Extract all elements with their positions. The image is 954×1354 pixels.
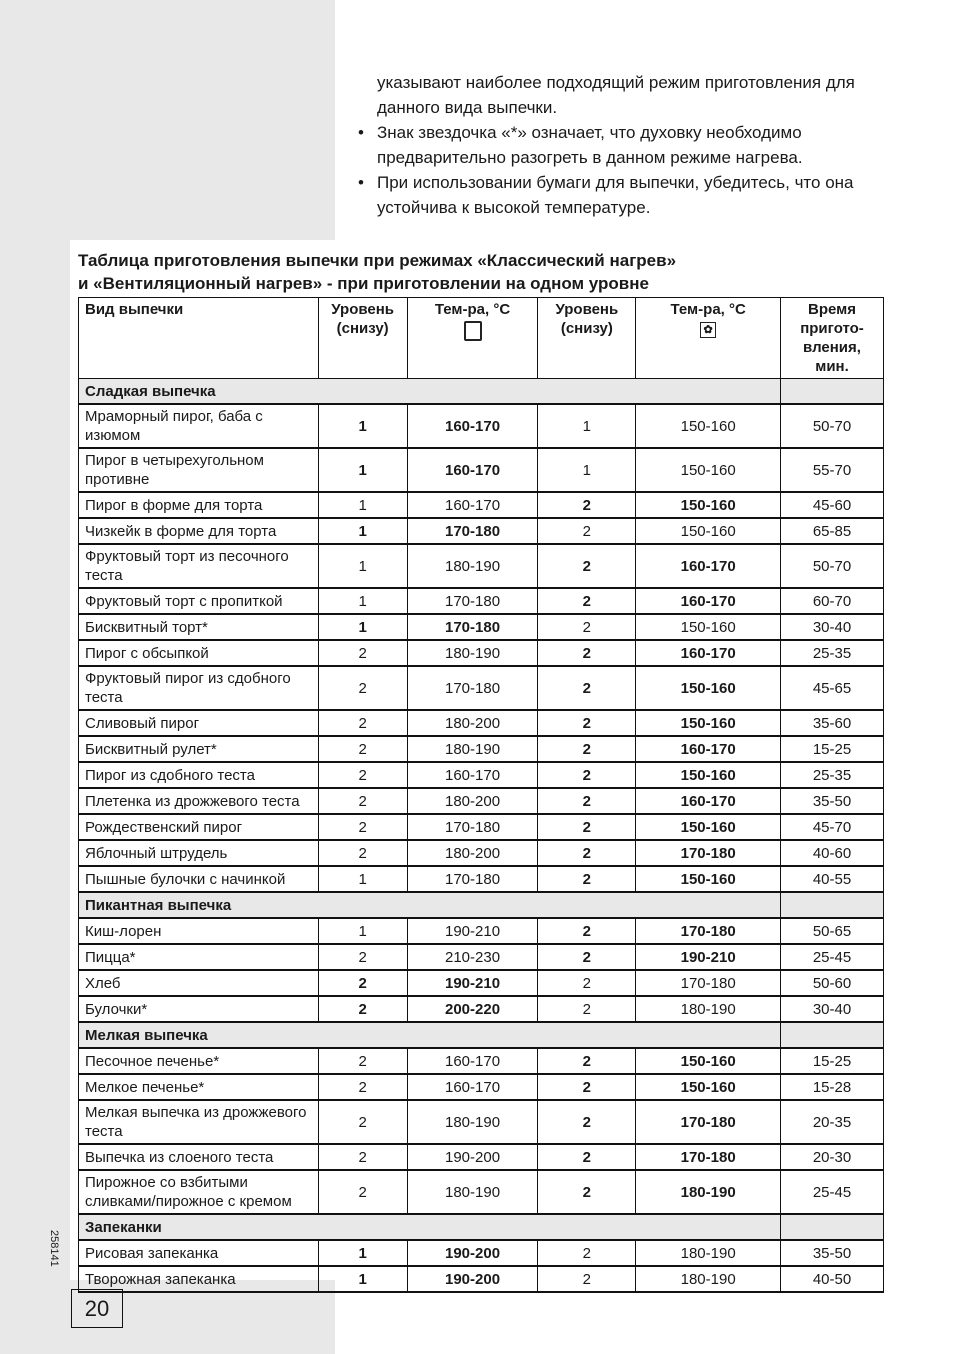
- cell-level-fan: 2: [538, 970, 636, 996]
- table-row: [79, 404, 884, 448]
- cell-level-classic: 2: [318, 736, 407, 762]
- intro-text: [358, 70, 918, 220]
- cell-level-fan: 2: [538, 840, 636, 866]
- table-row: [79, 448, 884, 492]
- cell-temp-classic: 160-170: [407, 492, 538, 518]
- cell-name: Песочное печенье*: [79, 1048, 319, 1074]
- cell-name: Пирог в форме для торта: [79, 492, 319, 518]
- cell-temp-fan: 150-160: [636, 614, 781, 640]
- section-empty-cell: [781, 379, 884, 405]
- table-title: [78, 249, 676, 295]
- table-row: [79, 518, 884, 544]
- title-line-2: и «Вентиляционный нагрев» - при приготовлении на одном уровне: [78, 274, 649, 293]
- cell-time: 15-25: [781, 1048, 884, 1074]
- cell-name: Пирог в четырехугольном противне: [79, 448, 319, 492]
- cell-level-classic: 2: [318, 1074, 407, 1100]
- cell-temp-fan: 180-190: [636, 1170, 781, 1214]
- cell-temp-classic: 170-180: [407, 614, 538, 640]
- cell-temp-fan: 160-170: [636, 640, 781, 666]
- cell-level-fan: 2: [538, 518, 636, 544]
- cell-name: Мелкое печенье*: [79, 1074, 319, 1100]
- cell-temp-classic: 170-180: [407, 666, 538, 710]
- cell-level-classic: 2: [318, 1100, 407, 1144]
- cell-level-classic: 1: [318, 404, 407, 448]
- cell-level-classic: 1: [318, 866, 407, 892]
- cell-level-classic: 1: [318, 544, 407, 588]
- cell-level-fan: 2: [538, 1100, 636, 1144]
- cell-name: Мелкая выпечка из дрожжевого теста: [79, 1100, 319, 1144]
- cell-temp-fan: 180-190: [636, 1240, 781, 1266]
- cell-level-classic: 2: [318, 970, 407, 996]
- cell-temp-fan: 150-160: [636, 492, 781, 518]
- header-level-classic: Уровень (снизу): [318, 298, 407, 379]
- cell-time: 25-35: [781, 640, 884, 666]
- table-row: [79, 762, 884, 788]
- cell-temp-classic: 170-180: [407, 588, 538, 614]
- cell-temp-fan: 190-210: [636, 944, 781, 970]
- section-row: [79, 379, 884, 405]
- cell-temp-classic: 190-210: [407, 918, 538, 944]
- cell-temp-classic: 160-170: [407, 1048, 538, 1074]
- cell-time: 35-60: [781, 710, 884, 736]
- table-row: [79, 1170, 884, 1214]
- cell-level-classic: 1: [318, 1266, 407, 1292]
- cell-level-fan: 1: [538, 448, 636, 492]
- cell-temp-fan: 160-170: [636, 788, 781, 814]
- cell-temp-fan: 170-180: [636, 840, 781, 866]
- table-row: [79, 944, 884, 970]
- cell-level-classic: 1: [318, 518, 407, 544]
- cell-temp-classic: 160-170: [407, 762, 538, 788]
- cell-level-fan: 2: [538, 492, 636, 518]
- cell-temp-classic: 190-200: [407, 1266, 538, 1292]
- cell-level-fan: 2: [538, 1144, 636, 1170]
- table-row: [79, 492, 884, 518]
- cell-level-fan: 2: [538, 788, 636, 814]
- cell-time: 40-60: [781, 840, 884, 866]
- cell-time: 20-30: [781, 1144, 884, 1170]
- cell-time: 25-35: [781, 762, 884, 788]
- cell-level-fan: 1: [538, 404, 636, 448]
- cell-time: 15-28: [781, 1074, 884, 1100]
- cell-temp-fan: 150-160: [636, 762, 781, 788]
- header-row: [79, 298, 884, 379]
- cell-temp-fan: 150-160: [636, 1074, 781, 1100]
- cell-time: 50-65: [781, 918, 884, 944]
- table-row: [79, 1266, 884, 1292]
- cell-level-fan: 2: [538, 666, 636, 710]
- cell-temp-classic: 180-190: [407, 544, 538, 588]
- cell-level-fan: 2: [538, 918, 636, 944]
- cell-temp-classic: 170-180: [407, 518, 538, 544]
- cell-temp-classic: 180-190: [407, 736, 538, 762]
- table-row: [79, 544, 884, 588]
- cell-time: 45-60: [781, 492, 884, 518]
- section-title: Пикантная выпечка: [79, 892, 781, 918]
- cell-name: Сливовый пирог: [79, 710, 319, 736]
- section-empty-cell: [781, 1022, 884, 1048]
- cell-name: Пирог из сдобного теста: [79, 762, 319, 788]
- cell-level-fan: 2: [538, 814, 636, 840]
- cell-temp-classic: 190-210: [407, 970, 538, 996]
- cell-temp-fan: 150-160: [636, 448, 781, 492]
- cell-temp-classic: 180-200: [407, 840, 538, 866]
- cell-level-classic: 2: [318, 996, 407, 1022]
- header-temp-fan: [636, 298, 781, 379]
- cell-temp-fan: 150-160: [636, 866, 781, 892]
- cell-level-classic: 2: [318, 944, 407, 970]
- cell-name: Киш-лорен: [79, 918, 319, 944]
- cell-time: 50-70: [781, 544, 884, 588]
- cell-temp-fan: 170-180: [636, 918, 781, 944]
- cell-level-classic: 2: [318, 1144, 407, 1170]
- bullet-preheat: • Знак звездочка «*» означает, что духовку необходимо предварительно разогреть в данном режиме нагрева.: [358, 120, 918, 170]
- cell-temp-classic: 180-200: [407, 710, 538, 736]
- cell-temp-fan: 170-180: [636, 1144, 781, 1170]
- cell-name: Булочки*: [79, 996, 319, 1022]
- cell-level-classic: 2: [318, 814, 407, 840]
- cell-level-classic: 2: [318, 640, 407, 666]
- section-title: Мелкая выпечка: [79, 1022, 781, 1048]
- table-row: [79, 970, 884, 996]
- page-number: 20: [71, 1289, 123, 1328]
- cell-name: Фруктовый торт с пропиткой: [79, 588, 319, 614]
- cell-temp-classic: 170-180: [407, 814, 538, 840]
- cell-time: 40-50: [781, 1266, 884, 1292]
- top-bottom-heat-icon: [464, 321, 482, 341]
- cell-temp-classic: 190-200: [407, 1240, 538, 1266]
- cell-temp-fan: 160-170: [636, 736, 781, 762]
- cell-temp-classic: 210-230: [407, 944, 538, 970]
- cell-level-fan: 2: [538, 866, 636, 892]
- cell-level-fan: 2: [538, 710, 636, 736]
- cell-level-fan: 2: [538, 736, 636, 762]
- cell-level-classic: 1: [318, 492, 407, 518]
- cell-name: Пышные булочки с начинкой: [79, 866, 319, 892]
- cell-level-fan: 2: [538, 1170, 636, 1214]
- table-row: [79, 814, 884, 840]
- cell-time: 50-60: [781, 970, 884, 996]
- cell-name: Пирог с обсыпкой: [79, 640, 319, 666]
- cell-name: Яблочный штрудель: [79, 840, 319, 866]
- intro-line: указывают наиболее подходящий режим приготовления для данного вида выпечки.: [377, 73, 855, 117]
- cell-time: 45-70: [781, 814, 884, 840]
- cell-time: 40-55: [781, 866, 884, 892]
- cell-level-fan: 2: [538, 996, 636, 1022]
- cell-name: Творожная запеканка: [79, 1266, 319, 1292]
- cell-level-classic: 1: [318, 448, 407, 492]
- table-row: [79, 918, 884, 944]
- cell-temp-classic: 200-220: [407, 996, 538, 1022]
- cell-level-fan: 2: [538, 762, 636, 788]
- cell-temp-fan: 160-170: [636, 544, 781, 588]
- header-level-fan: Уровень (снизу): [538, 298, 636, 379]
- cell-temp-classic: 180-200: [407, 788, 538, 814]
- cell-level-classic: 2: [318, 710, 407, 736]
- table-row: [79, 788, 884, 814]
- section-row: [79, 892, 884, 918]
- cell-temp-classic: 190-200: [407, 1144, 538, 1170]
- cell-time: 30-40: [781, 614, 884, 640]
- table-row: [79, 1074, 884, 1100]
- cell-temp-fan: 150-160: [636, 518, 781, 544]
- cell-level-classic: 2: [318, 762, 407, 788]
- section-row: [79, 1022, 884, 1048]
- cell-temp-fan: 150-160: [636, 710, 781, 736]
- cell-time: 50-70: [781, 404, 884, 448]
- cell-level-fan: 2: [538, 640, 636, 666]
- table-row: [79, 736, 884, 762]
- cell-name: Фруктовый пирог из сдобного теста: [79, 666, 319, 710]
- cell-name: Рисовая запеканка: [79, 1240, 319, 1266]
- gray-margin-left: [0, 0, 70, 1354]
- header-temp-label: Тем-ра, °C: [434, 301, 511, 318]
- cell-level-classic: 2: [318, 1048, 407, 1074]
- cell-temp-classic: 160-170: [407, 404, 538, 448]
- table-row: [79, 1100, 884, 1144]
- cell-level-fan: 2: [538, 614, 636, 640]
- cell-level-classic: 1: [318, 614, 407, 640]
- cell-temp-fan: 150-160: [636, 814, 781, 840]
- section-title: Запеканки: [79, 1214, 781, 1240]
- table-row: [79, 1240, 884, 1266]
- cell-name: Бисквитный рулет*: [79, 736, 319, 762]
- cell-time: 55-70: [781, 448, 884, 492]
- title-line-1: Таблица приготовления выпечки при режимах «Классический нагрев»: [78, 251, 677, 270]
- cell-level-classic: 2: [318, 1170, 407, 1214]
- cell-temp-fan: 170-180: [636, 1100, 781, 1144]
- cell-temp-fan: 150-160: [636, 666, 781, 710]
- table-row: [79, 866, 884, 892]
- section-row: [79, 1214, 884, 1240]
- cell-temp-classic: 160-170: [407, 448, 538, 492]
- section-title: Сладкая выпечка: [79, 379, 781, 405]
- cell-time: 65-85: [781, 518, 884, 544]
- cell-level-fan: 2: [538, 544, 636, 588]
- section-empty-cell: [781, 892, 884, 918]
- table-row: [79, 1144, 884, 1170]
- table-row: [79, 666, 884, 710]
- table-row: [79, 588, 884, 614]
- cell-level-fan: 2: [538, 588, 636, 614]
- document-code: 258141: [48, 1230, 60, 1267]
- cell-temp-classic: 170-180: [407, 866, 538, 892]
- cell-time: 60-70: [781, 588, 884, 614]
- cell-temp-fan: 170-180: [636, 970, 781, 996]
- cell-level-fan: 2: [538, 1240, 636, 1266]
- cell-time: 15-25: [781, 736, 884, 762]
- table-row: [79, 840, 884, 866]
- bullet-paper: • При использовании бумаги для выпечки, убедитесь, что она устойчива к высокой температуре.: [358, 170, 918, 220]
- cell-name: Хлеб: [79, 970, 319, 996]
- cell-name: Пицца*: [79, 944, 319, 970]
- cell-level-fan: 2: [538, 944, 636, 970]
- cell-time: 25-45: [781, 944, 884, 970]
- cell-level-classic: 1: [318, 588, 407, 614]
- cell-level-classic: 2: [318, 840, 407, 866]
- header-type: Вид выпечки: [79, 298, 319, 379]
- cell-time: 35-50: [781, 788, 884, 814]
- cell-temp-fan: 150-160: [636, 404, 781, 448]
- cell-level-fan: 2: [538, 1074, 636, 1100]
- section-empty-cell: [781, 1214, 884, 1240]
- cell-temp-fan: 160-170: [636, 588, 781, 614]
- cell-time: 25-45: [781, 1170, 884, 1214]
- cell-level-classic: 2: [318, 788, 407, 814]
- cell-level-fan: 2: [538, 1266, 636, 1292]
- cell-name: Мраморный пирог, баба с изюмом: [79, 404, 319, 448]
- cell-temp-fan: 150-160: [636, 1048, 781, 1074]
- cell-time: 45-65: [781, 666, 884, 710]
- cell-name: Выпечка из слоеного теста: [79, 1144, 319, 1170]
- header-time: Время пригото-вления, мин.: [781, 298, 884, 379]
- cell-name: Чизкейк в форме для торта: [79, 518, 319, 544]
- cell-name: Рождественский пирог: [79, 814, 319, 840]
- cell-level-classic: 1: [318, 918, 407, 944]
- cell-temp-classic: 160-170: [407, 1074, 538, 1100]
- cell-name: Пирожное со взбитыми сливками/пирожное с кремом: [79, 1170, 319, 1214]
- cell-time: 35-50: [781, 1240, 884, 1266]
- table-row: [79, 1048, 884, 1074]
- cell-temp-fan: 180-190: [636, 996, 781, 1022]
- cell-time: 20-35: [781, 1100, 884, 1144]
- cell-level-classic: 2: [318, 666, 407, 710]
- table-row: [79, 640, 884, 666]
- header-temp-classic: [407, 298, 538, 379]
- cell-name: Фруктовый торт из песочного теста: [79, 544, 319, 588]
- header-temp-label: Тем-ра, °C: [670, 301, 746, 318]
- cell-temp-classic: 180-190: [407, 640, 538, 666]
- cell-name: Бисквитный торт*: [79, 614, 319, 640]
- fan-heat-icon: ✿: [700, 322, 716, 338]
- cell-name: Плетенка из дрожжевого теста: [79, 788, 319, 814]
- baking-table: [78, 297, 884, 1293]
- cell-level-classic: 1: [318, 1240, 407, 1266]
- cell-temp-fan: 180-190: [636, 1266, 781, 1292]
- cell-temp-classic: 180-190: [407, 1100, 538, 1144]
- cell-time: 30-40: [781, 996, 884, 1022]
- table-row: [79, 996, 884, 1022]
- table-row: [79, 710, 884, 736]
- table-row: [79, 614, 884, 640]
- cell-level-fan: 2: [538, 1048, 636, 1074]
- cell-temp-classic: 180-190: [407, 1170, 538, 1214]
